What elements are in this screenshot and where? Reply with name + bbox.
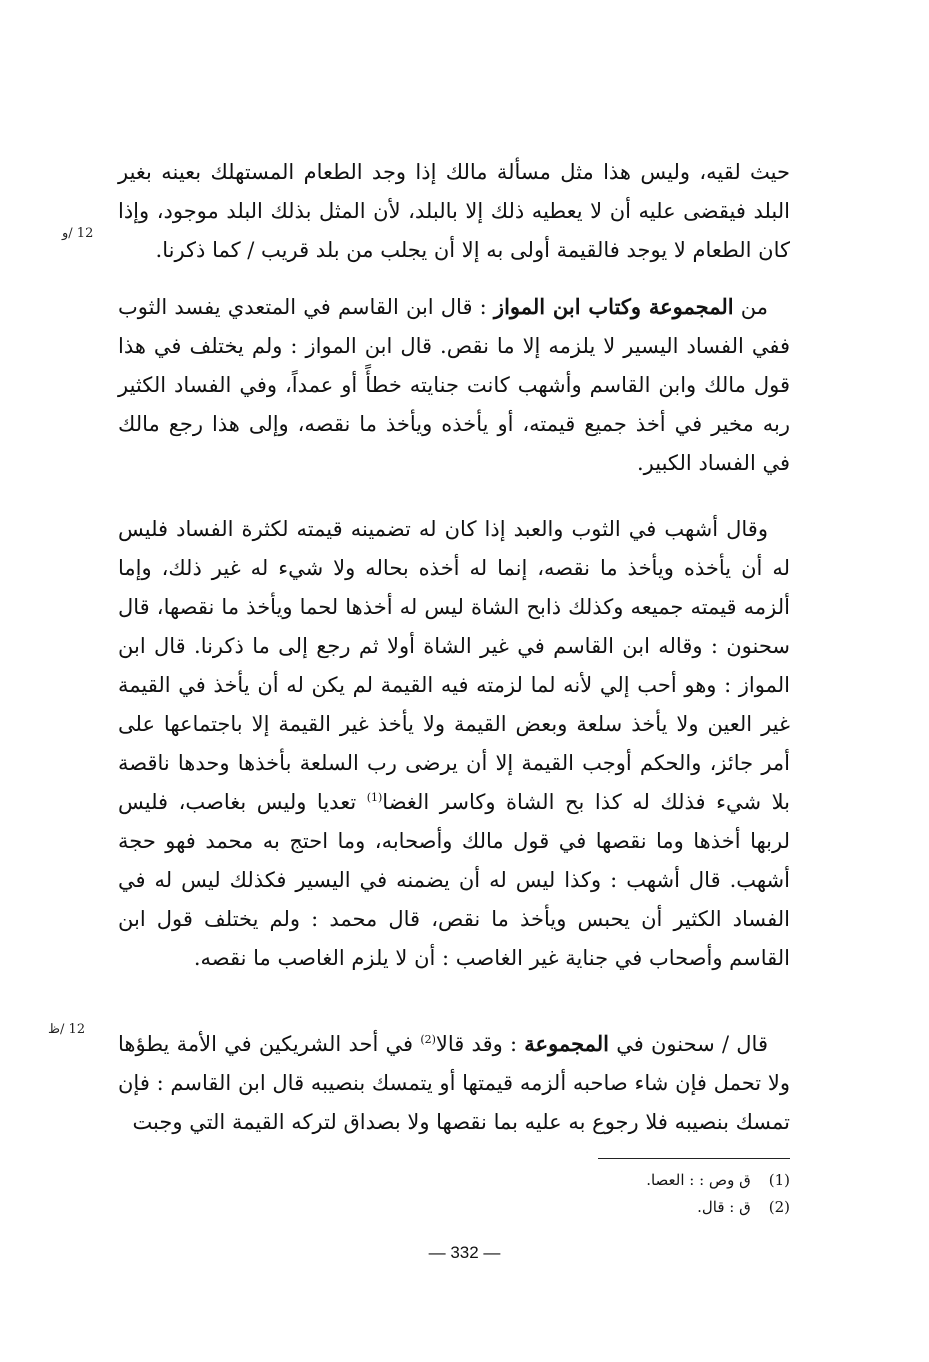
paragraph [118, 152, 790, 270]
footnote-number: (2) [768, 1198, 790, 1216]
footnote-text: ق وص : : العصا. [646, 1171, 751, 1189]
footnote-ref: (2) [420, 1033, 436, 1046]
margin-folio-note: 12 /ظ [48, 1022, 86, 1037]
footnote [560, 1194, 790, 1221]
footnote-number: (1) [768, 1171, 790, 1189]
paragraph [118, 287, 790, 483]
paragraph [118, 1024, 790, 1142]
margin-folio-note: 12 /و [62, 226, 94, 241]
paragraph-text: قال / سحنون في المجموعة : وقد قالا$^{(2)}$ في أحد الشريكين في الأمة يطؤها ولا تحمل فإن شاء صاحبه ألزمه قيمتها أو يتمسك بنصيبه قال ابن القاسم : فإن تمسك بنصيبه فلا رجوع به عليه بما نقصها ولا بصداق لتركه القيمة التي وجبت [118, 1031, 790, 1134]
paragraph-text: حيث لقيه، وليس هذا مثل مسألة مالك إذا وجد الطعام المستهلك بعينه بغير البلد فيقضى عليه أن لا يعطيه ذلك إلا بالبلد، لأن المثل بذلك البلد موجود، وإذا كان الطعام لا يوجد فالقيمة أولى به إلا أن يجلب من بلد قريب / كما ذكرنا. [118, 160, 790, 262]
footnote-divider [598, 1158, 790, 1159]
footnote [560, 1167, 790, 1194]
footnote-ref: (1) [366, 791, 383, 804]
paragraph [118, 510, 790, 978]
footnotes [560, 1167, 790, 1221]
paragraph-text: وقال أشهب في الثوب والعبد إذا كان له تضمينه قيمته لكثرة الفساد فليس له أن يأخذه ويأخذ ما نقصه، إنما له أخذه بحاله ولا شيء له غير ذلك، وإما ألزمه قيمته جميعه وكذلك ذابح الشاة ليس له أخذها لحما ويأخذ ما نقصها، قال سحنون : وقاله ابن القاسم في غير الشاة أولا ثم رجع إلى ما ذكرنا. قال ابن المواز : وهو أحب إلي لأنه لما لزمته فيه القيمة لم يكن له أن يأخذ في القيمة غير العين ولا يأخذ سلعة وبعض القيمة ولا يأخذ غير القيمة إلا باجتماعها على أمر جائز، والحكم أوجب القيمة إلا أن يرضى رب السلعة بأخذها وحدها ناقصة بلا شيء فذلك له كذا بح الشاة وكاسر الغضا$^{(1)}$ تعديا وليس بغاصب، فليس لربها أخذها وما نقصها في قول مالك وأصحابه، وما احتج به محمد فهو حجة أشهب. قال أشهب : وكذا ليس له أن يضمنه في اليسير فكذلك ليس له في الفساد الكثير أن يحبس ويأخذ ما نقص، قال محمد : ولم يختلف قول ابن القاسم وأصحاب في جناية غير الغاصب : أن لا يلزم الغاصب ما نقصه. [118, 517, 790, 970]
bold-term: المجموعة وكتاب ابن المواز [493, 294, 734, 319]
page-number: — 332 — [428, 1243, 501, 1262]
paragraph-text: من المجموعة وكتاب ابن المواز : قال ابن القاسم في المتعدي يفسد الثوب ففي الفساد اليسير لا يلزمه إلا ما نقص. قال ابن المواز : ولم يختلف في هذا قول مالك وابن القاسم وأشهب كانت جنايته خطأً أو عمداً، وفي الفساد الكثير ربه مخير في أخذ جميع قيمته، أو يأخذه ويأخذ ما نقصه، وإلى هذا رجع مالك في الفساد الكبير. [118, 294, 790, 475]
footnote-text: ق : قال. [697, 1198, 751, 1216]
bold-term: المجموعة [524, 1031, 610, 1056]
